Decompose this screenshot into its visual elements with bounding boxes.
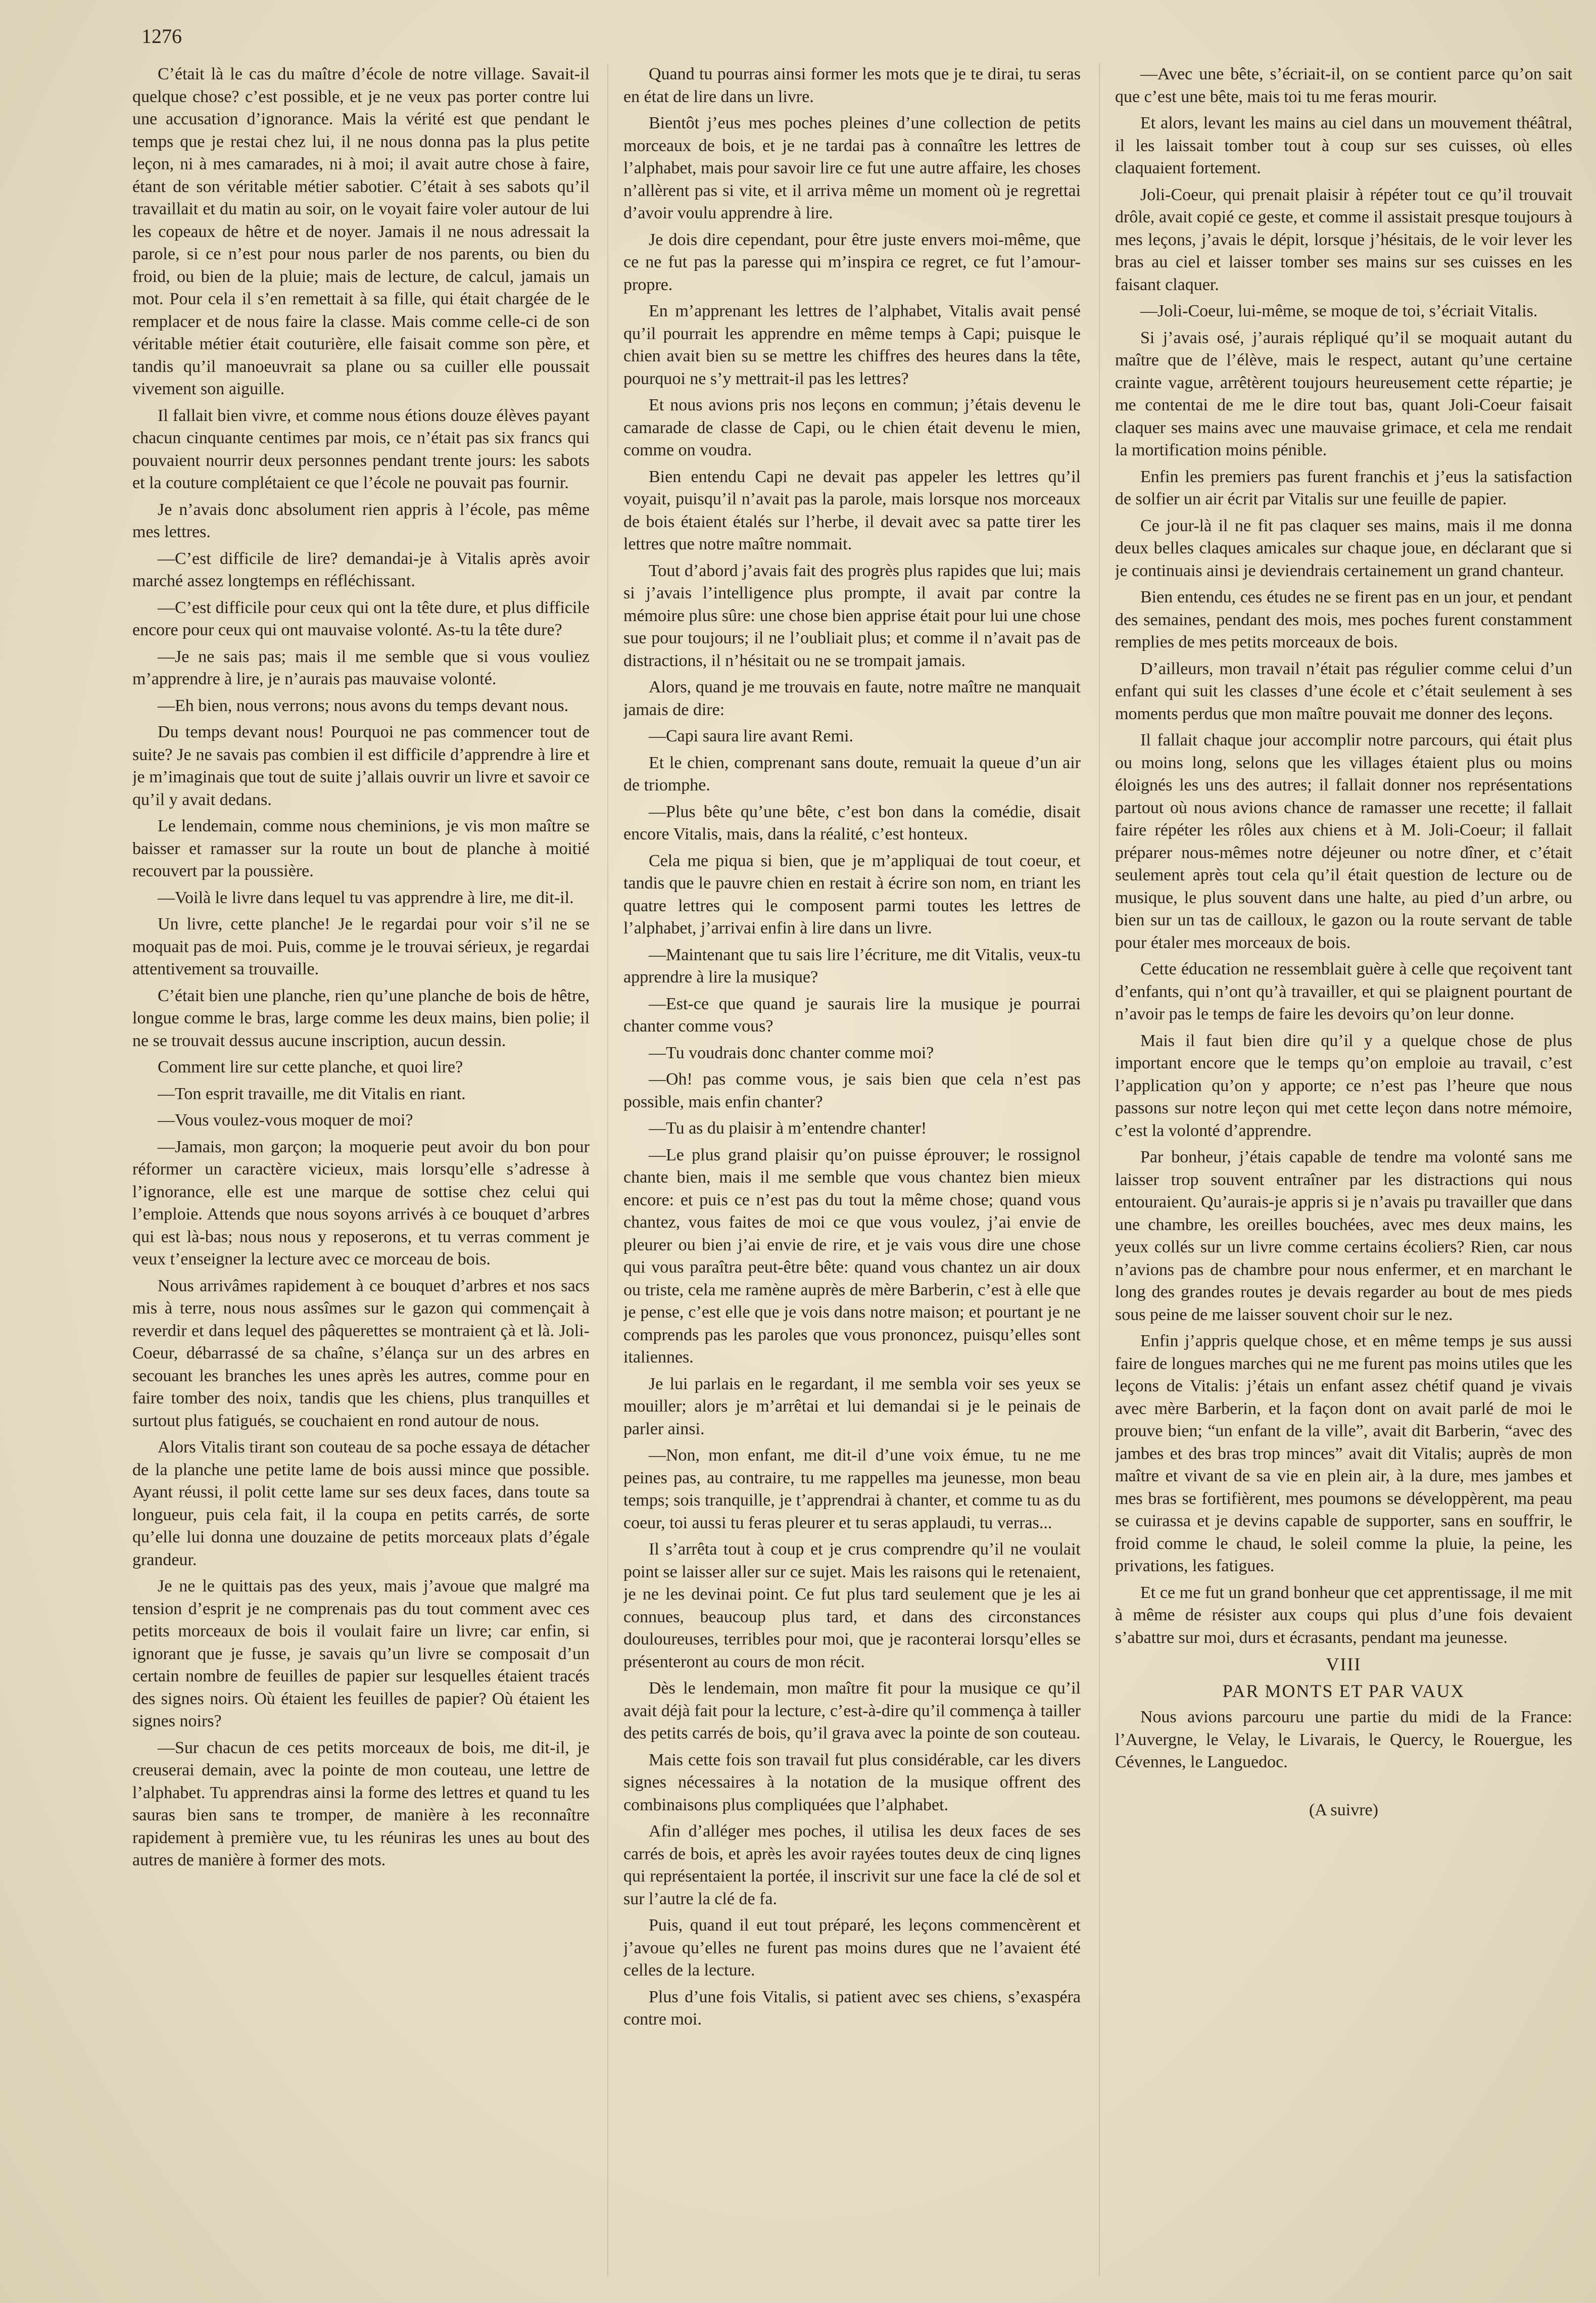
column-3 — [1115, 63, 1572, 2282]
page-number: 1276 — [141, 25, 182, 48]
paragraph: —Jamais, mon garçon; la moquerie peut avoir du bon pour réformer un caractère vicieux, mais lorsqu’elle s’adresse à l’ignorance, elle est une marque de sottise chez celui qui l’emploie. Attends que nous soyons arrivés à ce bouquet d’arbres qui est là-bas; nous nous y reposerons, et tu verras comment je veux t’enseigner la lecture avec ce morceau de bois. — [132, 1137, 590, 1268]
column-2 — [623, 63, 1081, 2282]
paragraph: Mais cette fois son travail fut plus considérable, car les divers signes nécessaires à la notation de la musique offrent des combinaisons plus compliquées que l’alphabet. — [623, 1750, 1081, 1814]
chapter-opening-paragraph: Nous avions parcouru une partie du midi de la France: l’Auvergne, le Velay, le Livarais, le Quercy, le Rouergue, les Cévennes, le Languedoc. — [1115, 1708, 1572, 1771]
paragraph: Du temps devant nous! Pourquoi ne pas commencer tout de suite? Je ne savais pas combien il est difficile d’apprendre à lire et je m’imaginais que tout de suite j’allais ouvrir un livre et savoir ce qu’il y avait dedans. — [132, 723, 590, 809]
paragraph: Enfin les premiers pas furent franchis et j’eus la satisfaction de solfier un air écrit par Vitalis sur une feuille de papier. — [1115, 467, 1572, 508]
paragraph: —Oh! pas comme vous, je sais bien que cela n’est pas possible, mais enfin chanter? — [623, 1070, 1081, 1111]
paragraph: Plus d’une fois Vitalis, si patient avec ses chiens, s’exaspéra contre moi. — [623, 1987, 1081, 2029]
chapter-number: VIII — [1326, 1654, 1362, 1674]
paragraph: Et alors, levant les mains au ciel dans un mouvement théâtral, il les laissait tomber tout à coup sur ses cuisses, où elles claquaient fortement. — [1115, 114, 1572, 177]
paragraph: —Ton esprit travaille, me dit Vitalis en riant. — [158, 1084, 466, 1103]
paragraph: —Non, mon enfant, me dit-il d’une voix émue, tu ne me peines pas, au contraire, tu me rappelles ma jeunesse, mon beau temps; sois tranquille, je t’apprendrai à chanter, et comme tu as du coeur, toi aussi tu feras pleurer et tu seras applaudi, tu verras... — [623, 1446, 1081, 1532]
paragraph: Un livre, cette planche! Je le regardai pour voir s’il ne se moquait pas de moi. Puis, comme je le trouvai sérieux, je regardai attentivement sa trouvaille. — [132, 915, 590, 978]
paragraph: Et le chien, comprenant sans doute, remuait la queue d’un air de triomphe. — [623, 753, 1081, 794]
paragraph: —Tu as du plaisir à m’entendre chanter! — [649, 1119, 927, 1138]
paragraph: D’ailleurs, mon travail n’était pas régulier comme celui d’un enfant qui suit les classes d’une école et c’était seulement à ses moments perdus que mon maître pouvait me donner des leçons. — [1115, 659, 1572, 723]
paragraph: —Le plus grand plaisir qu’on puisse éprouver; le rossignol chante bien, mais il me semble que vous chantez bien mieux encore: et puis ce n’est pas du tout la même chose; quand vous chantez, vous faites de moi ce que vous voulez, j’ai envie de pleurer ou bien j’ai envie de rire, et je vais vous dire une chose qui vous paraîtra peut-être bête: quand vous chantez un air doux ou triste, cela me ramène auprès de mère Barberin, c’est à elle que je pense, c’est elle que je vois dans notre maison; et pourtant je ne comprends pas les paroles que vous prononcez, puisqu’elles sont italiennes. — [623, 1145, 1081, 1367]
paragraph: Je ne le quittais pas des yeux, mais j’avoue que malgré ma tension d’esprit je ne comprenais pas du tout comment avec ces petits morceaux de bois il voulait faire un livre; car enfin, si ignorant que je fusse, je savais qu’un livre se composait d’un certain nombre de feuilles de papier sur lesquelles étaient tracés des signes noirs. Où étaient les feuilles de papier? Où étaient les signes noirs? — [132, 1577, 590, 1730]
text-columns — [132, 63, 1572, 2287]
paragraph: —Est-ce que quand je saurais lire la musique je pourrai chanter comme vous? — [623, 994, 1081, 1036]
chapter-title: PAR MONTS ET PAR VAUX — [1222, 1680, 1465, 1701]
paragraph: Par bonheur, j’étais capable de tendre ma volonté sans me laisser trop souvent entraîner par les distractions qui nous entouraient. Qu’aurais-je appris si je n’avais pu travailler que dans une chambre, les oreilles bouchées, avec mes deux mains, les yeux collés sur un livre comme certains écoliers? Rien, car nous n’avions pas de chambre pour nous enfermer, et en marchant le long des grandes routes je devais regarder au bout de mes pieds sous peine de me laisser souvent choir sur le nez. — [1115, 1148, 1572, 1324]
paragraph: —Plus bête qu’une bête, c’est bon dans la comédie, disait encore Vitalis, mais, dans la réalité, c’est honteux. — [623, 802, 1081, 843]
paragraph: Dès le lendemain, mon maître fit pour la musique ce qu’il avait déjà fait pour la lecture, c’est-à-dire qu’il commença à tailler des petits carrés de bois, qu’il grava avec la pointe de son couteau. — [623, 1679, 1081, 1743]
paragraph: —Vous voulez-vous moquer de moi? — [158, 1111, 413, 1130]
paragraph: Mais il faut bien dire qu’il y a quelque chose de plus important encore que le temps qu’on emploie au travail, c’est l’application qu’on y apporte; ce n’est pas l’heure que nous passons sur notre leçon qui met cette leçon dans notre mémoire, c’est la volonté d’apprendre. — [1115, 1031, 1572, 1140]
paragraph: —Voilà le livre dans lequel tu vas apprendre à lire, me dit-il. — [158, 888, 574, 907]
paragraph: Comment lire sur cette planche, et quoi lire? — [158, 1058, 463, 1076]
paragraph: C’était là le cas du maître d’école de notre village. Savait-il quelque chose? c’est possible, et je ne veux pas porter contre lui une accusation d’ignorance. Mais la vérité est que pendant le temps que je restai chez lui, il ne nous donna pas la plus petite leçon, ni à mes camarades, ni à moi; il avait autre chose à faire, étant de son véritable métier sabotier. C’était à ses sabots qu’il travaillait et du matin au soir, on le voyait faire voler autour de lui les copeaux de hêtre et de noyer. Jamais il ne nous adressait la parole, si ce n’est pour nous parler de nos parents, ou bien du froid, ou bien de la pluie; mais de lecture, de calcul, jamais un mot. Pour cela il s’en remettait à sa fille, qui était chargée de le remplacer et de nous faire la classe. Mais comme celle-ci de son véritable métier était couturière, elle faisait comme son père, et tandis qu’il manoeuvrait sa plane ou sa cuiller elle poussait vivement son aiguille. — [132, 65, 590, 398]
paragraph: C’était bien une planche, rien qu’une planche de bois de hêtre, longue comme le bras, large comme les deux mains, bien polie; il ne se trouvait dessus aucune inscription, aucun dessin. — [132, 986, 590, 1050]
paragraph: Cette éducation ne ressemblait guère à celle que reçoivent tant d’enfants, qui n’ont qu’à travailler, et qui se plaignent pourtant de n’avoir pas le temps de faire les devoirs qu’on leur donne. — [1115, 960, 1572, 1023]
paragraph: Quand tu pourras ainsi former les mots que je te dirai, tu seras en état de lire dans un livre. — [623, 65, 1081, 106]
paragraph: —Joli-Coeur, lui-même, se moque de toi, s’écriait Vitalis. — [1140, 302, 1538, 320]
paragraph: Il fallait bien vivre, et comme nous étions douze élèves payant chacun cinquante centimes par mois, ce n’était pas six francs qui pouvaient nourrir deux personnes pendant trente jours: les sabots et la couture complétaient ce que l’école ne pouvait pas fournir. — [132, 406, 590, 492]
paragraph: —C’est difficile de lire? demandai-je à Vitalis après avoir marché assez longtemps en réfléchissant. — [132, 549, 590, 590]
paragraph: —Eh bien, nous verrons; nous avons du temps devant nous. — [158, 696, 569, 715]
to-be-continued: (A suivre) — [1309, 1800, 1378, 1819]
paragraph: Il s’arrêta tout à coup et je crus comprendre qu’il ne voulait point se laisser aller sur ce sujet. Mais les raisons qui le retenaient, je ne les devinai point. Ce fut plus tard seulement que je les ai connues, beaucoup plus tard, et dans des circonstances douloureuses, terribles pour moi, que je raconterai lorsqu’elles se présenteront au cours de mon récit. — [623, 1540, 1081, 1671]
paragraph: En m’apprenant les lettres de l’alphabet, Vitalis avait pensé qu’il pourrait les apprendre en même temps à Capi; puisque le chien avait bien su se mettre les chiffres des heures dans la tête, pourquoi ne s’y mettrait-il pas les lettres? — [623, 302, 1081, 388]
paragraph: Alors Vitalis tirant son couteau de sa poche essaya de détacher de la planche une petite lame de bois aussi mince que possible. Ayant réussi, il polit cette lame sur ses deux faces, dans toute sa longueur, puis cela fait, il la coupa en petits carrés, de sorte qu’elle lui donna une douzaine de petits morceaux plats d’égale grandeur. — [132, 1438, 590, 1569]
column-3-paragraphs — [1115, 63, 1572, 1649]
paragraph: Bien entendu Capi ne devait pas appeler les lettres qu’il voyait, puisqu’il n’avait pas la parole, mais lorsque nos morceaux de bois étaient étalés sur l’herbe, il devait avec sa patte tirer les lettres que notre maître nommait. — [623, 467, 1081, 553]
paragraph: Bien entendu, ces études ne se firent pas en un jour, et pendant des semaines, pendant des mois, mes poches furent constamment remplies de mes petits morceaux de bois. — [1115, 588, 1572, 651]
paragraph: —Capi saura lire avant Remi. — [649, 727, 854, 745]
paragraph: Si j’avais osé, j’aurais répliqué qu’il se moquait autant du maître que de l’élève, mais le respect, autant qu’une certaine crainte vague, arrêtèrent toujours heureusement cette répartie; je me contentai de me le dire tout bas, quant Joli-Coeur faisait claquer ses mains avec une mauvaise grimace, et cela me rendait la mortification moins pénible. — [1115, 328, 1572, 459]
paragraph: Enfin j’appris quelque chose, et en même temps je sus aussi faire de longues marches qui ne me furent pas moins utiles que les leçons de Vitalis: j’étais un enfant assez chétif quand je vivais avec mère Barberin, et la façon dont on avait parlé de moi le prouve bien; “un enfant de la ville”, avait dit Barberin, “avec des jambes et des bras trop minces” avait dit Vitalis; auprès de mon maître et vivant de sa vie en plein air, à la dure, mes jambes et mes bras se fortifièrent, mes poumons se développèrent, ma peau se cuirassa et je devins capable de supporter, sans en souffrir, le froid comme le chaud, le soleil comme la pluie, la peine, les privations, les fatigues. — [1115, 1332, 1572, 1575]
paragraph: Bientôt j’eus mes poches pleines d’une collection de petits morceaux de bois, et je ne tardai pas à connaître les lettres de l’alphabet, mais pour savoir lire ce fut une autre affaire, les choses n’allèrent pas si vite, et il arriva même un moment où je regrettai d’avoir voulu apprendre à lire. — [623, 114, 1081, 222]
paragraph: Alors, quand je me trouvais en faute, notre maître ne manquait jamais de dire: — [623, 678, 1081, 719]
paragraph: Nous arrivâmes rapidement à ce bouquet d’arbres et nos sacs mis à terre, nous nous assîmes sur le gazon qui commençait à reverdir et dans lequel des pâquerettes se montraient çà et là. Joli-Coeur, débarrassé de sa chaîne, s’élança sur un des arbres en secouant les branches les unes après les autres, comme pour en faire tomber des noix, tandis que les chiens, plus tranquilles et surtout plus fatigués, se couchaient en rond autour de nous. — [132, 1276, 590, 1430]
paragraph: Et ce me fut un grand bonheur que cet apprentissage, il me mit à même de résister aux coups qui plus d’une fois devaient s’abattre sur moi, durs et écrasants, pendant ma jeunesse. — [1115, 1583, 1572, 1647]
paragraph: —Je ne sais pas; mais il me semble que si vous vouliez m’apprendre à lire, je n’aurais pas mauvaise volonté. — [132, 647, 590, 688]
paragraph: —Tu voudrais donc chanter comme moi? — [649, 1043, 934, 1062]
paragraph: —Avec une bête, s’écriait-il, on se contient parce qu’on sait que c’est une bête, mais toi tu me feras mourir. — [1115, 65, 1572, 106]
paragraph: Ce jour-là il ne fit pas claquer ses mains, mais il me donna deux belles claques amicales sur chaque joue, en déclarant que si je continuais ainsi je deviendrais certainement un grand chanteur. — [1115, 516, 1572, 580]
paragraph: Puis, quand il eut tout préparé, les leçons commencèrent et j’avoue qu’elles ne furent pas moins dures que ne l’avaient été celles de la lecture. — [623, 1916, 1081, 1980]
paragraph: —Maintenant que tu sais lire l’écriture, me dit Vitalis, veux-tu apprendre à lire la musique? — [623, 945, 1081, 986]
paragraph: Tout d’abord j’avais fait des progrès plus rapides que lui; mais si j’avais l’intelligence plus prompte, il avait par contre la mémoire plus sûre: une chose bien apprise était pour lui une chose sue pour toujours; il ne l’oubliait plus; et comme il n’avait pas de distractions, il n’hésitait ou ne se trompait jamais. — [623, 561, 1081, 670]
paragraph: —C’est difficile pour ceux qui ont la tête dure, et plus difficile encore pour ceux qui ont mauvaise volonté. As-tu la tête dure? — [132, 598, 590, 639]
paragraph: Et nous avions pris nos leçons en commun; j’étais devenu le camarade de classe de Capi, ou le chien était devenu le mien, comme on voudra. — [623, 396, 1081, 459]
paragraph: Il fallait chaque jour accomplir notre parcours, qui était plus ou moins long, selons que les villages étaient plus ou moins éloignés les uns des autres; il fallait donner nos représentations partout où nous avions chance de ramasser une recette; il fallait faire répéter les rôles aux chiens et à M. Joli-Coeur; il fallait préparer nous-mêmes notre déjeuner ou notre dîner, et c’était seulement après tout cela qu’il était question de lecture ou de musique, le plus souvent dans une halte, au pied d’un arbre, ou bien sur un tas de cailloux, le gazon ou la route servant de table pour étaler mes morceaux de bois. — [1115, 731, 1572, 952]
paragraph: Cela me piqua si bien, que je m’appliquai de tout coeur, et tandis que le pauvre chien en restait à écrire son nom, en triant les quatre lettres qui le composent parmi toutes les lettres de l’alphabet, j’arrivai enfin à lire dans un livre. — [623, 851, 1081, 937]
paragraph: —Sur chacun de ces petits morceaux de bois, me dit-il, je creuserai demain, avec la pointe de mon couteau, une lettre de l’alphabet. Tu apprendras ainsi la forme des lettres et quand tu les sauras bien sans te tromper, de manière à les reconnaître rapidement à première vue, tu les réuniras les unes au bout des autres de manière à former des mots. — [132, 1738, 590, 1869]
column-1 — [132, 63, 590, 2282]
paragraph: Le lendemain, comme nous cheminions, je vis mon maître se baisser et ramasser sur la route un bout de planche à moitié recouvert par la poussière. — [132, 817, 590, 880]
paragraph: Je lui parlais en le regardant, il me sembla voir ses yeux se mouiller; alors je m’arrêtai et lui demandai si je le peinais de parler ainsi. — [623, 1374, 1081, 1438]
paragraph: Je n’avais donc absolument rien appris à l’école, pas même mes lettres. — [132, 500, 590, 541]
paragraph: Joli-Coeur, qui prenait plaisir à répéter tout ce qu’il trouvait drôle, avait copié ce geste, et comme il assistait presque toujours à mes leçons, j’avais le dépit, lorsque j’hésitais, de le voir lever les bras au ciel et laisser tomber ses mains sur ses cuisses en les faisant claquer. — [1115, 185, 1572, 294]
paragraph: Afin d’alléger mes poches, il utilisa les deux faces de ses carrés de bois, et après les avoir rayées toutes deux de cinq lignes qui représentaient la portée, il inscrivit sur une face la clé de sol et sur l’autre la clé de fa. — [623, 1822, 1081, 1908]
paragraph: Je dois dire cependant, pour être juste envers moi-même, que ce ne fut pas la paresse qui m’inspira ce regret, ce fut l’amour-propre. — [623, 230, 1081, 294]
